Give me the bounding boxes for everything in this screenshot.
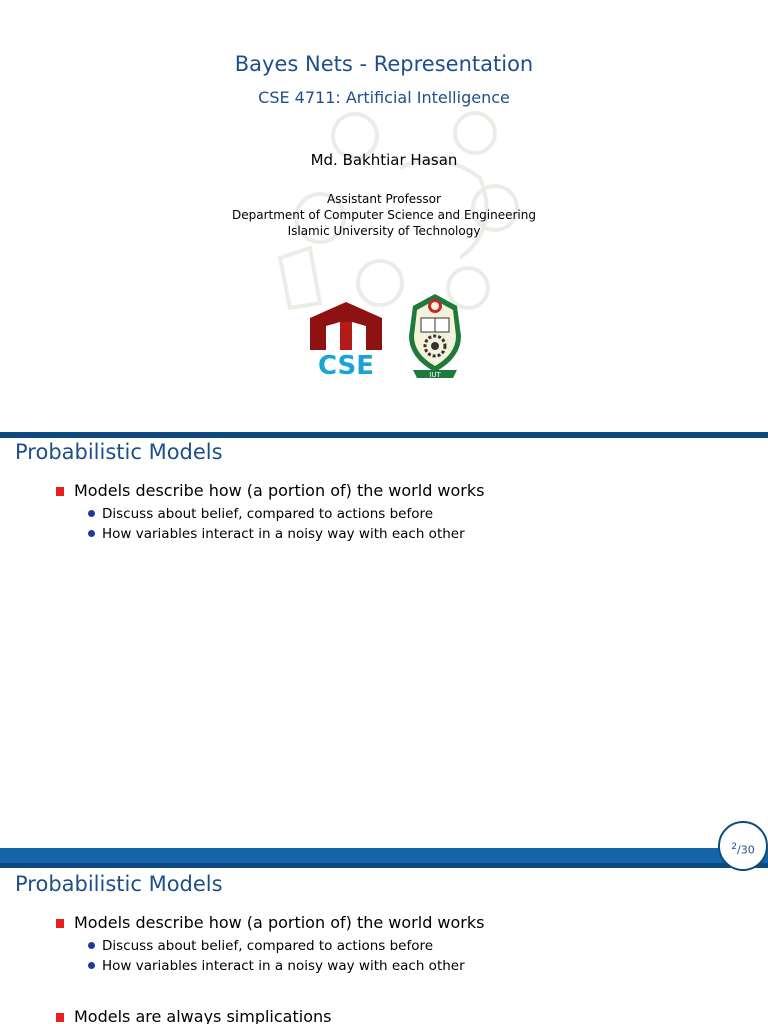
slide-header-bar (0, 848, 768, 868)
course-subtitle: CSE 4711: Artificial Intelligence (258, 88, 510, 107)
sub-bullet-list (74, 936, 484, 976)
slide-probabilistic-models-2 (0, 848, 768, 1024)
sub-bullet-text: How variables interact in a noisy way with each other (102, 958, 465, 974)
iut-logo (405, 292, 465, 382)
circle-bullet-icon (88, 962, 95, 969)
sub-bullet-text: Discuss about belief, compared to actions before (102, 506, 434, 522)
author-institution: Islamic University of Technology (287, 224, 481, 238)
author-role: Assistant Professor (327, 192, 441, 206)
sub-bullet-list (74, 504, 484, 544)
list-item (74, 504, 484, 524)
page-current: 2 (731, 842, 737, 852)
cse-logo-text: CSE (317, 351, 375, 378)
page-total: 30 (740, 843, 755, 857)
presentation-title: Bayes Nets - Representation (234, 52, 534, 76)
page-number-badge: $^2$/30 (718, 821, 768, 871)
sub-bullet-text: How variables interact in a noisy way with each other (102, 526, 465, 542)
square-bullet-icon (56, 1013, 64, 1022)
list-item (56, 480, 484, 544)
sub-bullet-text: Discuss about belief, compared to actions before (102, 938, 434, 954)
iut-logo-text: IUT (429, 371, 441, 379)
list-item (56, 1006, 484, 1024)
list-item (56, 912, 484, 976)
circle-bullet-icon (88, 942, 95, 949)
circle-bullet-icon (88, 530, 95, 537)
slide-probabilistic-models-1 (0, 432, 768, 848)
bullet-list (56, 912, 484, 1024)
slide-title: Probabilistic Models (15, 872, 223, 896)
list-spacer (56, 976, 484, 1006)
bullet-text: Models describe how (a portion of) the world works (74, 481, 485, 500)
bullet-list (56, 480, 484, 544)
circle-bullet-icon (88, 510, 95, 517)
bullet-text: Models are always simplications (74, 1007, 332, 1024)
list-item (74, 956, 484, 976)
title-slide (0, 0, 768, 432)
list-item (74, 524, 484, 544)
slide-header-bar (0, 432, 768, 438)
slide-title: Probabilistic Models (15, 440, 223, 464)
list-item (74, 936, 484, 956)
square-bullet-icon (56, 919, 64, 928)
cse-logo (306, 300, 386, 378)
bullet-text: Models describe how (a portion of) the world works (74, 913, 485, 932)
author-department: Department of Computer Science and Engineering (231, 208, 536, 222)
author-name: Md. Bakhtiar Hasan (310, 151, 458, 169)
square-bullet-icon (56, 487, 64, 496)
